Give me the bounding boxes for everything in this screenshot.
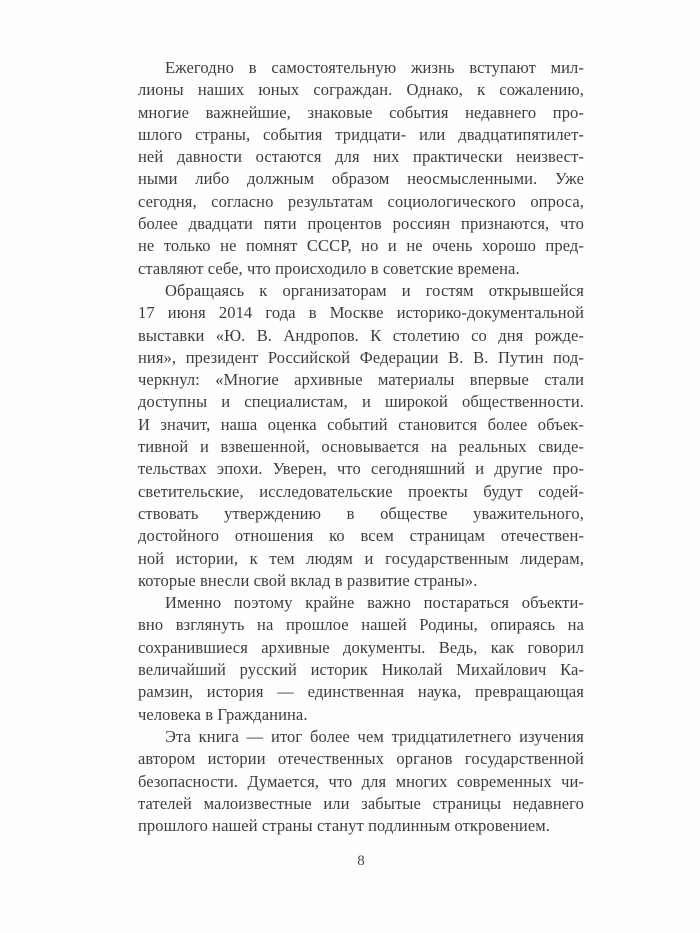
text-line: светительские, исследовательские проекты будут содей- bbox=[138, 481, 584, 501]
text-line: ставляют себе, что происходило в советские времена. bbox=[138, 258, 520, 278]
text-line: выставки «Ю. В. Андропов. К столетию со дня рожде- bbox=[138, 325, 584, 345]
text-line: ными либо должным образом неосмысленными. Уже bbox=[138, 169, 584, 189]
text-line: не только не помнят СССР, но и не очень хорошо пред- bbox=[138, 236, 584, 256]
text-line: сегодня, согласно результатам социологического опроса, bbox=[138, 191, 584, 211]
text-line: автором истории отечественных органов государственной bbox=[138, 749, 584, 769]
text-line: достойного отношения ко всем страницам отечествен- bbox=[138, 526, 584, 546]
text-line: более двадцати пяти процентов россиян признаются, что bbox=[138, 214, 584, 234]
text-line: которые внесли свой вклад в развитие страны». bbox=[138, 570, 478, 590]
text-line: Именно поэтому крайне важно постараться объекти- bbox=[165, 593, 584, 613]
text-line: многие важнейшие, знаковые события недавнего про- bbox=[138, 102, 584, 122]
text-line: ния», президент Российской Федерации В. В. Путин под- bbox=[138, 347, 584, 367]
text-line: ной истории, к тем людям и государственным лидерам, bbox=[138, 548, 584, 568]
text-block bbox=[138, 57, 584, 837]
text-line: шлого страны, события тридцати- или двадцатипятилет- bbox=[138, 124, 584, 144]
text-line: человека в Гражданина. bbox=[138, 704, 308, 724]
text-line: тивной и взвешенной, основывается на реальных свиде- bbox=[138, 437, 584, 457]
text-line: Эта книга — итог более чем тридцатилетнего изучения bbox=[165, 726, 584, 746]
page-number: 8 bbox=[357, 853, 365, 869]
text-line: лионы наших юных сограждан. Однако, к сожалению, bbox=[138, 80, 584, 100]
text-line: безопасности. Думается, что для многих современных чи- bbox=[138, 771, 584, 791]
text-line: черкнул: «Многие архивные материалы впервые стали bbox=[138, 370, 584, 390]
text-line: ствовать утверждению в обществе уважительного, bbox=[138, 503, 584, 523]
text-line: 17 июня 2014 года в Москве историко-документальной bbox=[138, 303, 584, 323]
text-line: доступны и специалистам, и широкой общественности. bbox=[138, 392, 584, 412]
text-line: Ежегодно в самостоятельную жизнь вступают мил- bbox=[165, 58, 584, 77]
text-line: вно взглянуть на прошлое нашей Родины, опираясь на bbox=[138, 615, 584, 635]
text-line: тателей малоизвестные или забытые страницы недавнего bbox=[138, 793, 584, 813]
text-line: рамзин, история — единственная наука, превращающая bbox=[138, 682, 584, 702]
text-line: величайший русский историк Николай Михайлович Ка- bbox=[138, 660, 584, 680]
text-line: сохранившиеся архивные документы. Ведь, как говорил bbox=[138, 637, 584, 657]
text-line: Обращаясь к организаторам и гостям открывшейся bbox=[165, 280, 584, 300]
text-line: тельствах эпохи. Уверен, что сегодняшний и другие про- bbox=[138, 459, 584, 479]
text-line: И значит, наша оценка событий становится более объек- bbox=[138, 414, 584, 434]
text-line: прошлого нашей страны станут подлинным откровением. bbox=[138, 816, 551, 836]
text-line: ней давности остаются для них практически неизвест- bbox=[138, 147, 584, 167]
